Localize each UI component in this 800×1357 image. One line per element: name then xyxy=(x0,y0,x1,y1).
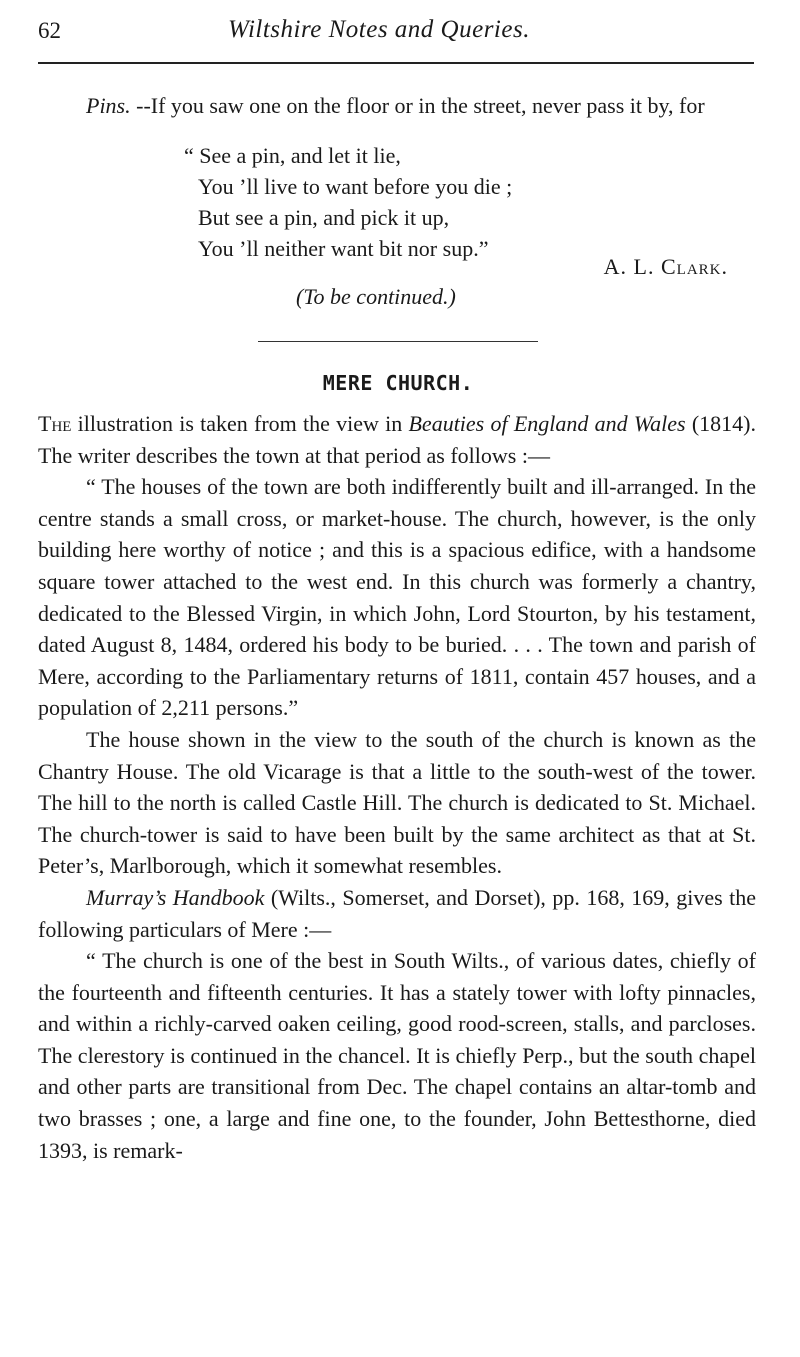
pins-intro: --If you saw one on the floor or in the street, never pass it by, for xyxy=(130,93,705,118)
to-be-continued-note: (To be continued.) xyxy=(296,284,456,309)
pins-paragraph xyxy=(38,90,758,122)
header-rule xyxy=(38,62,754,64)
page-number: 62 xyxy=(38,18,61,43)
cited-work: Murray’s Handbook xyxy=(86,884,265,910)
book-page xyxy=(38,0,758,1163)
section-divider xyxy=(258,341,538,342)
article-paragraph-3: The house shown in the view to the south of the church is known as the Chantry House. The old Vicarage is that a little to the south-west of the tower. The hill to the north is called Castle Hill. The church is dedicated to St. Michael. The church-tower is said to have been built by the same architect as that at St. Peter’s, Marlborough, which it somewhat resembles. xyxy=(38,726,756,879)
article-paragraph-1: The illustration is taken from the view in Beauties of England and Wales (1814). The writer describes the town at that period as follows :— xyxy=(38,411,756,468)
drop-word: The xyxy=(38,411,72,436)
author-signature: A. L. Clark. xyxy=(603,254,728,279)
article-body xyxy=(38,408,756,1166)
page-header xyxy=(38,0,758,64)
verse-line: “ See a pin, and let it lie, xyxy=(184,143,401,168)
section-title: MERE CHURCH. xyxy=(322,371,474,395)
verse-line: But see a pin, and pick it up, xyxy=(198,205,450,230)
running-title: Wiltshire Notes and Queries. xyxy=(228,16,530,43)
article-paragraph-2: “ The houses of the town are both indifferently built and ill-arranged. In the centre stands a small cross, or market-house. The church, however, is the only building here worthy of notice ; and this is a spacious edifice, with a handsome square tower attached to the west end. In this church was formerly a chantry, dedicated to the Blessed Virgin, in which John, Lord Stourton, by his testament, dated August 8, 1484, ordered his body to be buried. . . . The town and parish of Mere, according to the Parliamentary returns of 1811, contain 457 houses, and a population of 2,211 persons.” xyxy=(38,474,756,721)
verse-line: You ’ll neither want bit nor sup.” xyxy=(198,236,489,261)
verse-line: You ’ll live to want before you die ; xyxy=(198,174,513,199)
article-paragraph-4: Murray’s Handbook (Wilts., Somerset, and Dorset), pp. 168, 169, gives the following particulars of Mere :— xyxy=(38,884,756,942)
article-paragraph-5: “ The church is one of the best in South Wilts., of various dates, chiefly of the fourteenth and fifteenth centuries. It has a stately tower with lofty pinnacles, and within a richly-carved oaken ceiling, good rood-screen, stalls, and parcloses. The clerestory is continued in the chancel. It is chiefly Perp., but the south chapel and other parts are transitional from Dec. The chapel contains an altar-tomb and two brasses ; one, a large and fine one, to the founder, John Bettesthorne, died 1393, is remark- xyxy=(38,948,756,1163)
cited-work: Beauties of England and Wales xyxy=(408,411,686,436)
pin-rhyme xyxy=(184,140,513,264)
pins-label: Pins. xyxy=(86,93,131,118)
